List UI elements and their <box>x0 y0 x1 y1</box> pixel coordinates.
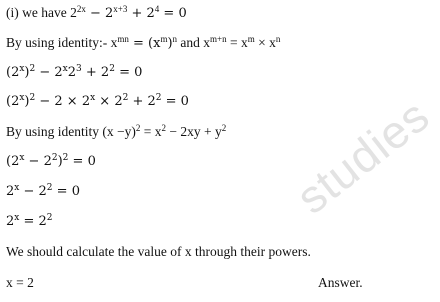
step-one: $(2^x)^2 - 2^x2^3 + 2^2 = 0$ <box>6 64 143 80</box>
step-five: $2^x = 2^2$ <box>6 213 53 229</box>
final-answer-line <box>6 274 376 292</box>
step-two: $(2^x)^2 - 2 \times 2^x \times 2^2 + 2^2 = 0$ <box>6 93 189 109</box>
watermark: studies <box>286 88 439 224</box>
step-three: $(2^x - 2^2)^2 = 0$ <box>6 153 96 169</box>
conclusion-text: We should calculate the value of x through their powers. <box>6 244 311 259</box>
given-equation: (i) we have $2^{2x} - 2^{x+3} + 2^4 = 0$ <box>6 4 187 21</box>
identity-line: By using identity:- $x^{mn} = (x^m)^n$ and $x^{m+n} = x^m \times x^n$ <box>6 34 281 51</box>
identity-square: By using identity $(x -y)^2 = x^2 - 2xy + y^2$ <box>6 123 227 139</box>
final-answer: x = 2 <box>6 275 34 290</box>
step-four: $2^x - 2^2 = 0$ <box>6 183 80 199</box>
answer-label: Answer. <box>318 275 363 290</box>
